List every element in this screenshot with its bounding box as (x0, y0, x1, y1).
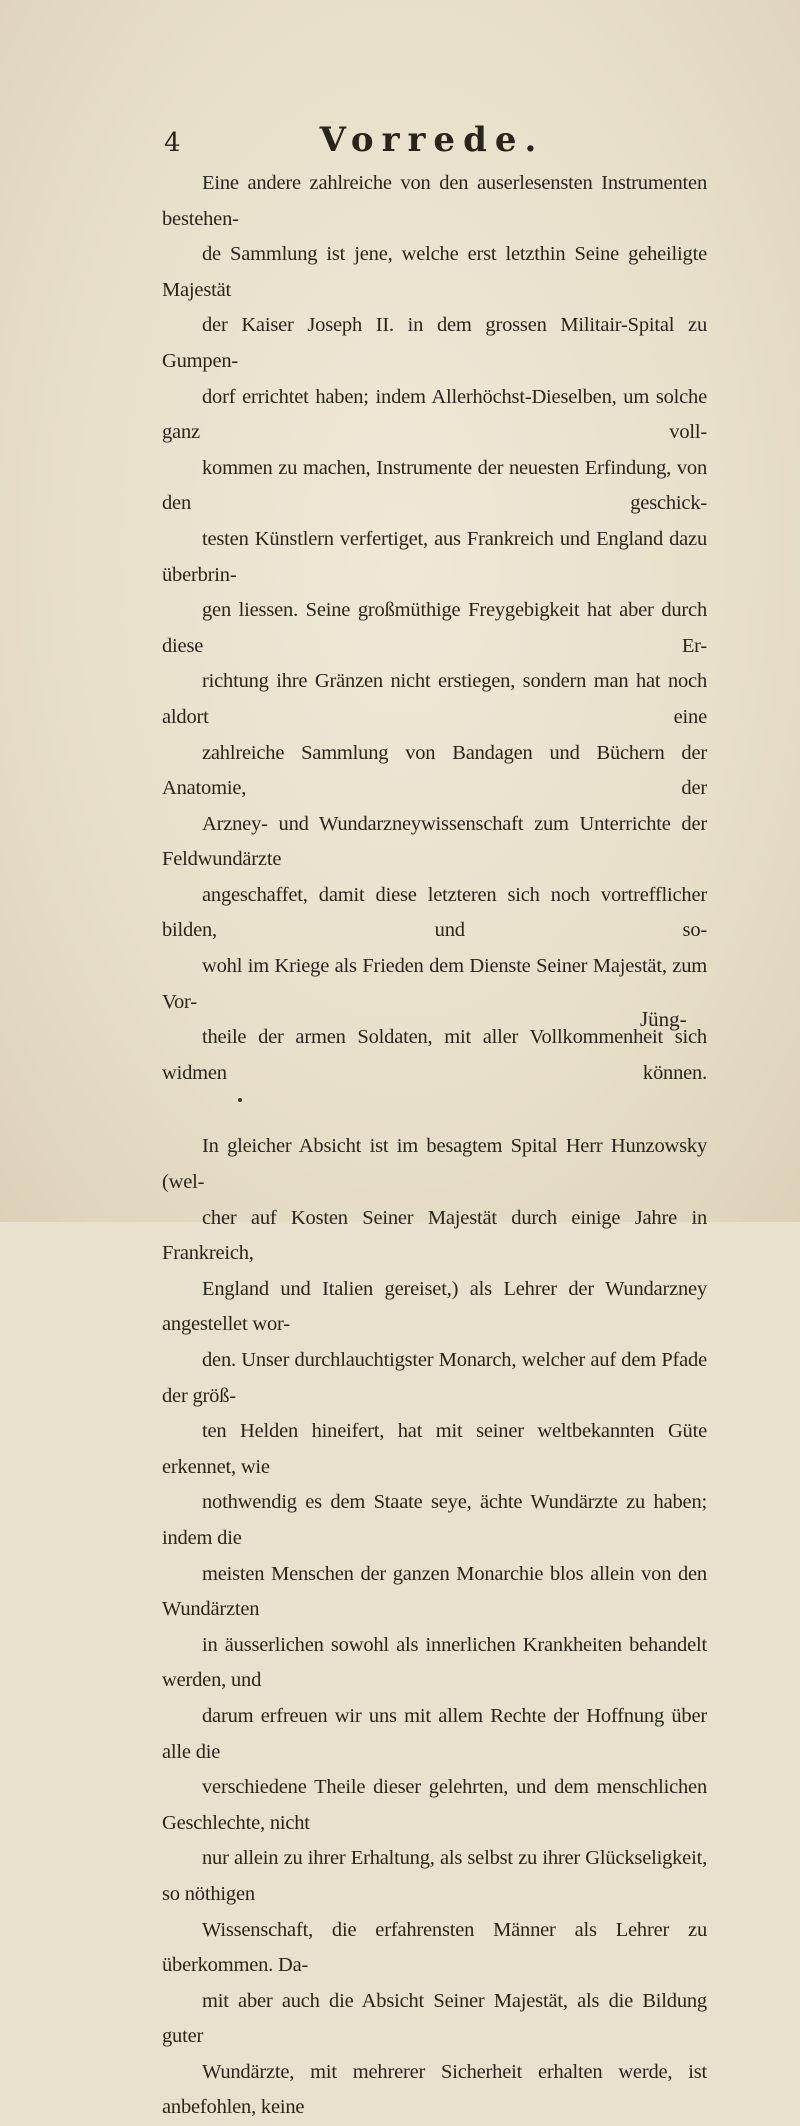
text-line: meisten Menschen der ganzen Monarchie blos allein von den Wundärzten (162, 1562, 707, 1621)
text-line: kommen zu machen, Instrumente der neuesten Erfindung, von den geschick- (162, 456, 707, 515)
text-line: den. Unser durchlauchtigster Monarch, welcher auf dem Pfade der größ- (162, 1349, 707, 1407)
text-line: England und Italien gereiset,) als Lehrer der Wundarzney angestellet wor- (162, 1277, 707, 1336)
text-line: der Kaiser Joseph II. in dem grossen Militair-Spital zu Gumpen- (162, 314, 707, 372)
ink-speck (238, 1098, 242, 1102)
text-line: Arzney- und Wundarzneywissenschaft zum Unterrichte der Feldwundärzte (162, 812, 707, 871)
text-line: in äusserlichen sowohl als innerlichen Krankheiten behandelt werden, und (162, 1633, 707, 1692)
page-header (162, 118, 732, 162)
text-line: nur allein zu ihrer Erhaltung, als selbst zu ihrer Glückseligkeit, so nöthigen (162, 1847, 707, 1905)
text-line: mit aber auch die Absicht Seiner Majestät, als die Bildung guter (162, 1989, 707, 2048)
text-line: In gleicher Absicht ist im besagtem Spital Herr Hunzowsky (wel- (162, 1135, 707, 1194)
page-number: 4 (164, 128, 181, 158)
text-line: theile der armen Soldaten, mit aller Vollkommenheit sich widmen können. (162, 1026, 707, 1084)
text-line: nothwendig es dem Staate seye, ächte Wundärzte zu haben; indem die (162, 1491, 707, 1549)
running-head: Vorrede. (319, 120, 545, 160)
text-line: zahlreiche Sammlung von Bandagen und Büchern der Anatomie, der (162, 741, 707, 800)
catchword: Jüng- (640, 1007, 687, 1031)
text-line: Wissenschaft, die erfahrensten Männer als Lehrer zu überkommen. Da- (162, 1918, 707, 1977)
text-line: wohl im Kriege als Frieden dem Dienste Seiner Majestät, zum Vor- (162, 955, 707, 1013)
text-line: verschiedene Theile dieser gelehrten, und dem menschlichen Geschlechte, nicht (162, 1776, 707, 1834)
paragraph-2 (162, 1129, 707, 2126)
paragraph-1 (162, 166, 707, 1091)
text-line: testen Künstlern verfertiget, aus Frankreich und England dazu überbrin- (162, 527, 707, 586)
text-line: gen liessen. Seine großmüthige Freygebigkeit hat aber durch diese Er- (162, 599, 707, 657)
text-line: Wundärzte, mit mehrerer Sicherheit erhalten werde, ist anbefohlen, keine (162, 2060, 707, 2119)
text-line: de Sammlung ist jene, welche erst letzthin Seine geheiligte Majestät (162, 243, 707, 301)
body-text (162, 166, 707, 2126)
text-line: angeschaffet, damit diese letzteren sich noch vortrefflicher bilden, und so- (162, 883, 707, 942)
text-line: Eine andere zahlreiche von den auserlesensten Instrumenten bestehen- (162, 172, 707, 230)
text-line: cher auf Kosten Seiner Majestät durch einige Jahre in Frankreich, (162, 1206, 707, 1265)
text-line: darum erfreuen wir uns mit allem Rechte der Hoffnung über alle die (162, 1704, 707, 1763)
text-line: ten Helden hineifert, hat mit seiner weltbekannten Güte erkennet, wie (162, 1420, 707, 1478)
text-line: richtung ihre Gränzen nicht erstiegen, sondern man hat noch aldort eine (162, 670, 707, 728)
text-line: dorf errichtet haben; indem Allerhöchst-Dieselben, um solche ganz voll- (162, 385, 707, 444)
